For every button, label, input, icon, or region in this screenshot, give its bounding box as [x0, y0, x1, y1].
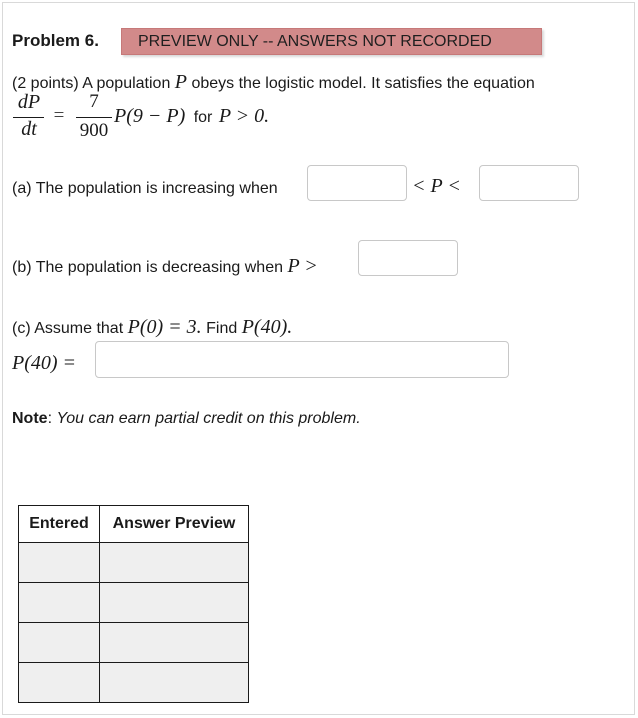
note	[12, 410, 361, 428]
eq-rhs-expr: P(9 − P)	[114, 105, 186, 127]
part-b-math: P >	[287, 255, 318, 277]
intro-var: P	[174, 71, 188, 93]
part-c-prefix: (c) Assume that	[12, 320, 124, 337]
results-table	[18, 505, 249, 703]
header-entered: Entered	[19, 506, 100, 543]
part-c-answer-label: P(40) =	[12, 352, 77, 374]
eq-rhs-expression	[114, 105, 269, 128]
part-b-input[interactable]	[358, 240, 458, 276]
preview-cell	[100, 583, 249, 623]
eq-rhs-denominator: 900	[79, 120, 109, 141]
part-c-target: P(40).	[241, 316, 293, 338]
part-a-inequality: < P <	[412, 175, 461, 197]
preview-cell	[100, 663, 249, 703]
results-header-row	[19, 506, 249, 543]
table-row	[19, 543, 249, 583]
eq-equals: =	[53, 105, 65, 126]
part-a-upper-bound-input[interactable]	[479, 165, 579, 201]
part-b-label: (b) The population is decreasing when	[12, 259, 283, 276]
note-colon: :	[47, 410, 53, 427]
problem-title: Problem 6.	[12, 31, 99, 50]
preview-badge: PREVIEW ONLY -- ANSWERS NOT RECORDED	[121, 28, 542, 55]
table-row	[19, 623, 249, 663]
note-text: You can earn partial credit on this problem.	[56, 410, 361, 427]
part-b-label-row	[12, 255, 318, 278]
entered-cell	[19, 623, 100, 663]
eq-lhs-denominator: dt	[21, 118, 37, 140]
part-c-find: Find	[206, 320, 238, 337]
table-row	[19, 583, 249, 623]
intro-suffix: obeys the logistic model. It satisfies the equation	[191, 75, 535, 92]
preview-cell	[100, 623, 249, 663]
eq-condition: P > 0.	[218, 105, 270, 127]
entered-cell	[19, 543, 100, 583]
part-c-label-row	[12, 316, 292, 339]
eq-lhs-numerator: dP	[17, 91, 41, 113]
eq-rhs-numerator: 7	[89, 91, 99, 112]
eq-for-text: for	[193, 109, 213, 126]
part-c-condition: P(0) = 3.	[127, 316, 202, 338]
part-a-lower-bound-input[interactable]	[307, 165, 407, 201]
header-answer-preview: Answer Preview	[100, 506, 249, 543]
entered-cell	[19, 583, 100, 623]
table-row	[19, 663, 249, 703]
part-a-label: (a) The population is increasing when	[12, 180, 278, 197]
preview-cell	[100, 543, 249, 583]
eq-rhs-bar	[76, 117, 112, 118]
intro-prefix: (2 points) A population	[12, 75, 171, 92]
part-c-answer-input[interactable]	[95, 341, 509, 378]
entered-cell	[19, 663, 100, 703]
note-label: Note	[12, 410, 48, 427]
